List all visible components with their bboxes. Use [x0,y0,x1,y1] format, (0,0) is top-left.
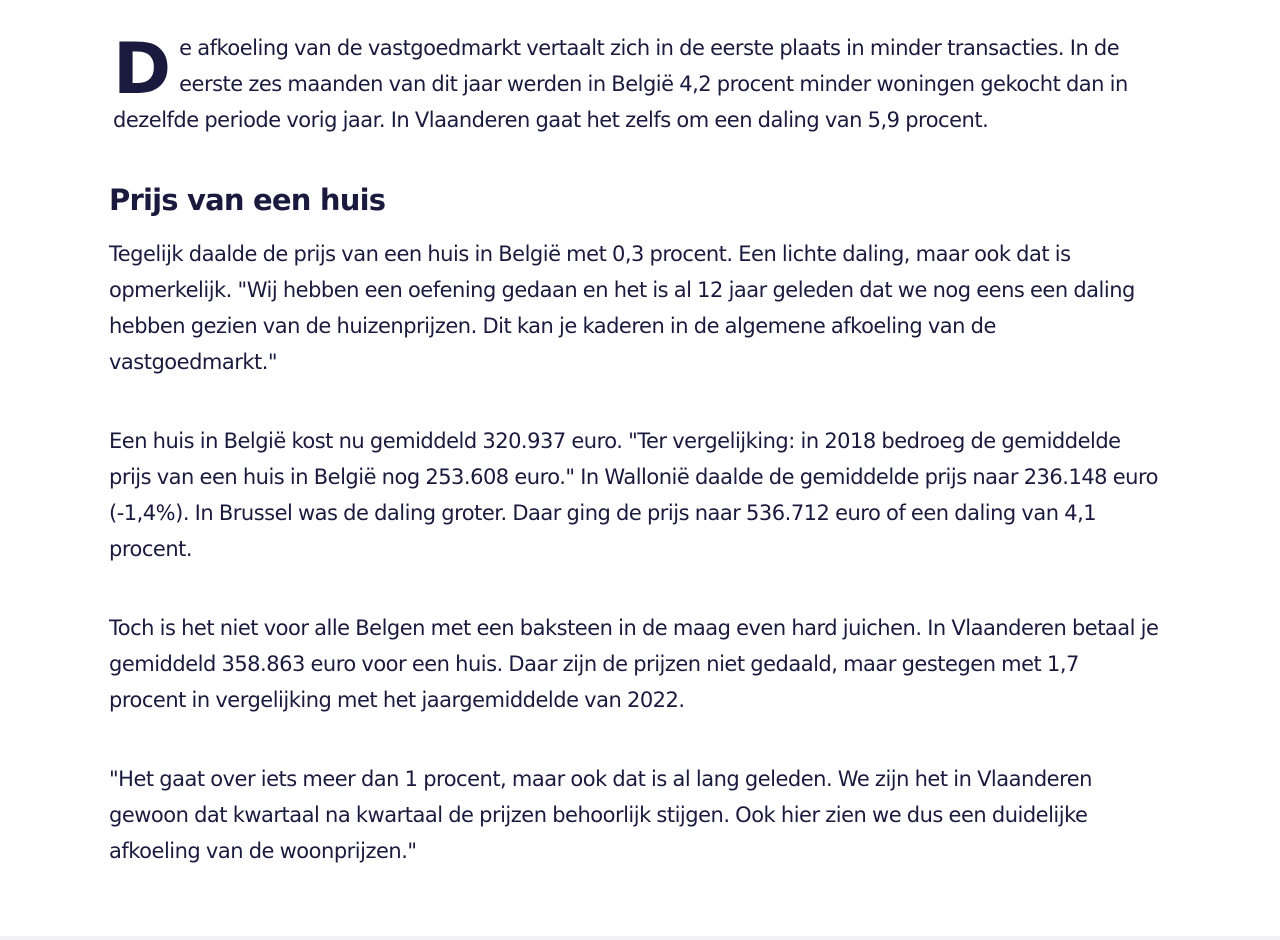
paragraph-4: "Het gaat over iets meer dan 1 procent, maar ook dat is al lang geleden. We zijn het in Vlaanderen gewoon dat kwartaal na kwartaal de prijzen behoorlijk stijgen. Ook hier zien we dus een duidelijke afkoeling van de woonprijzen." [109,767,1092,863]
paragraph-3: Toch is het niet voor alle Belgen met een baksteen in de maag even hard juichen. In Vlaanderen betaal je gemiddeld 358.863 euro voor een huis. Daar zijn de prijzen niet gedaald, maar gestegen met 1,7 procent in vergelijking met het jaargemiddelde van 2022. [109,616,1159,712]
drop-cap: D [113,28,170,110]
intro-paragraph [113,30,1159,138]
paragraph-2: Een huis in België kost nu gemiddeld 320.937 euro. "Ter vergelijking: in 2018 bedroeg de gemiddelde prijs van een huis in België nog 253.608 euro." In Wallonië daalde de gemiddelde prijs naar 236.148 euro (-1,4%). In Brussel was de daling groter. Daar ging de prijs naar 536.712 euro of een daling van 4,1 procent. [109,429,1158,561]
paragraph-1: Tegelijk daalde de prijs van een huis in België met 0,3 procent. Een lichte daling, maar ook dat is opmerkelijk. "Wij hebben een oefening gedaan en het is al 12 jaar geleden dat we nog eens een daling hebben gezien van de huizenprijzen. Dit kan je kaderen in de algemene afkoeling van de vastgoedmarkt." [109,242,1135,374]
section-heading: Prijs van een huis [109,183,386,217]
article-body [109,30,1159,869]
intro-text: e afkoeling van de vastgoedmarkt vertaalt zich in de eerste plaats in minder transacties. In de eerste zes maanden van dit jaar werden in België 4,2 procent minder woningen gekocht dan in dezelfde periode vorig jaar. In Vlaanderen gaat het zelfs om een daling van 5,9 procent. [113,36,1128,132]
bottom-divider [0,936,1280,940]
